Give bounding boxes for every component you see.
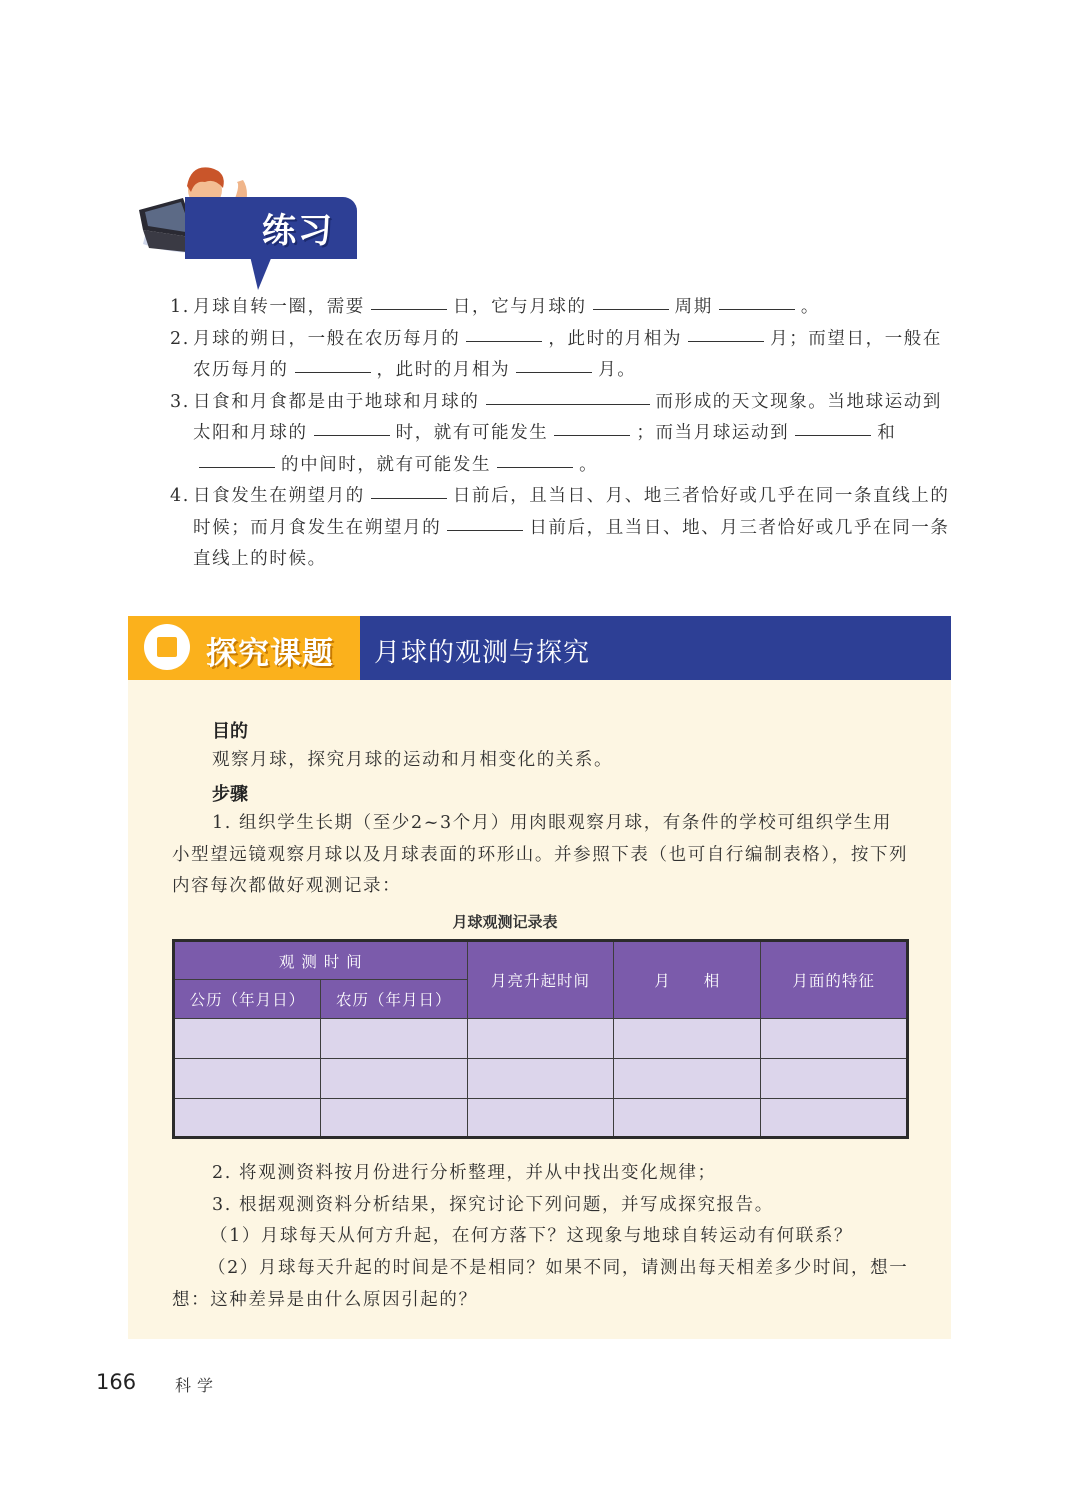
exercise-text: 日食和月食都是由于地球和月球的	[193, 391, 480, 412]
table-cell[interactable]	[320, 1099, 467, 1138]
table-cell[interactable]	[320, 1019, 467, 1059]
fill-in-blank[interactable]	[554, 421, 630, 436]
exercise-text: 日前后，且当日、月、地三者恰好或几乎在同一条直线上的时候；而月食发生在朔望月的	[193, 486, 950, 538]
table-cell[interactable]	[761, 1019, 908, 1059]
exercise-banner-pointer	[250, 256, 272, 290]
exercise-list	[170, 292, 952, 576]
table-row	[174, 1019, 908, 1059]
table-cell[interactable]	[174, 1059, 321, 1099]
fill-in-blank[interactable]	[719, 295, 795, 310]
exercise-text: 日前后，且当日、地、月三者恰好或几乎在同一条直线上的时候。	[193, 517, 950, 569]
page-number: 166	[96, 1370, 137, 1394]
steps-heading: 步骤	[212, 784, 248, 805]
exercise-text: 月球自转一圈，需要	[193, 297, 365, 317]
exercise-text: ，此时的月相为	[548, 328, 683, 349]
step-1-text: 1. 组织学生长期（至少2~3个月）用肉眼观察月球，有条件的学校可组织学生用小型望远镜观察月球以及月球表面的环形山。并参照下表（也可自行编制表格），按下列内容每次都做好观测记录：	[172, 813, 909, 896]
table-cell[interactable]	[614, 1099, 761, 1138]
exercise-text: ；而当月球运动到	[636, 423, 790, 443]
exercise-text: 日，它与月球的	[452, 297, 587, 317]
question-1-text: （1）月球每天从何方升起，在何方落下？这现象与地球自转运动有何联系？	[210, 1226, 854, 1246]
exercise-number: 4.	[170, 486, 190, 506]
table-cell[interactable]	[467, 1059, 614, 1099]
research-square-icon-inner	[157, 637, 177, 657]
table-header-observation-time: 观 测 时 间	[174, 941, 468, 980]
table-cell[interactable]	[614, 1059, 761, 1099]
fill-in-blank[interactable]	[447, 516, 523, 531]
exercise-text: 而形成的天文现象。当地球运动到太阳和月球的	[193, 391, 942, 443]
exercise-text: 周期	[674, 297, 713, 317]
question-2-text: （2）月球每天升起的时间是不是相同？如果不同，请测出每天相差多少时间，想一想：这种差异是由什么原因引起的？	[172, 1258, 909, 1310]
table-cell[interactable]	[320, 1059, 467, 1099]
exercise-text: 月球的朔日，一般在农历每月的	[193, 328, 461, 349]
exercise-text: ，此时的月相为	[376, 360, 511, 380]
fill-in-blank[interactable]	[314, 421, 390, 436]
research-label: 探究课题	[206, 636, 334, 672]
exercise-title: 练习	[262, 211, 334, 251]
fill-in-blank[interactable]	[593, 295, 669, 310]
exercise-text: 。	[800, 297, 820, 317]
table-header-lunar-date: 农历（年月日）	[320, 980, 467, 1019]
exercise-text: 月；而望日，一般在农历每月的	[193, 328, 943, 380]
purpose-heading: 目的	[212, 721, 248, 742]
table-header-moonrise-time: 月亮升起时间	[467, 941, 614, 1019]
exercise-text: 和	[877, 423, 897, 443]
table-cell[interactable]	[174, 1019, 321, 1059]
fill-in-blank[interactable]	[497, 453, 573, 468]
exercise-text: 日食发生在朔望月的	[193, 486, 365, 506]
exercise-item-4	[170, 481, 952, 576]
fill-in-blank[interactable]	[486, 390, 650, 405]
table-header-gregorian-date: 公历（年月日）	[174, 980, 321, 1019]
step-3-text: 3. 根据观测资料分析结果，探究讨论下列问题，并写成探究报告。	[212, 1195, 774, 1215]
fill-in-blank[interactable]	[199, 453, 275, 468]
exercise-item-2	[170, 324, 952, 387]
exercise-text: 的中间时，就有可能发生	[281, 454, 492, 475]
footer-subject: 科学	[175, 1376, 220, 1395]
table-cell[interactable]	[614, 1019, 761, 1059]
exercise-item-3	[170, 387, 952, 482]
exercise-text: 时，就有可能发生	[395, 423, 549, 443]
exercise-text: 月。	[598, 360, 637, 380]
table-cell[interactable]	[761, 1099, 908, 1138]
observation-record-table	[172, 939, 909, 1139]
fill-in-blank[interactable]	[371, 295, 447, 310]
fill-in-blank[interactable]	[371, 484, 447, 499]
table-row	[174, 1099, 908, 1138]
table-header-surface-features: 月面的特征	[761, 941, 908, 1019]
exercise-number: 1.	[170, 297, 190, 317]
table-caption: 月球观测记录表	[452, 913, 558, 931]
exercise-item-1	[170, 292, 952, 324]
purpose-text: 观察月球，探究月球的运动和月相变化的关系。	[212, 750, 614, 770]
table-cell[interactable]	[174, 1099, 321, 1138]
fill-in-blank[interactable]	[466, 327, 542, 342]
step-2-text: 2. 将观测资料按月份进行分析整理，并从中找出变化规律；	[212, 1163, 717, 1183]
table-cell[interactable]	[467, 1099, 614, 1138]
fill-in-blank[interactable]	[516, 358, 592, 373]
table-row	[174, 1059, 908, 1099]
exercise-number: 2.	[170, 328, 190, 349]
fill-in-blank[interactable]	[295, 358, 371, 373]
table-header-moon-phase: 月 相	[614, 941, 761, 1019]
exercise-number: 3.	[170, 391, 190, 412]
table-cell[interactable]	[467, 1019, 614, 1059]
research-title: 月球的观测与探究	[374, 638, 591, 668]
fill-in-blank[interactable]	[688, 327, 764, 342]
exercise-text: 。	[579, 454, 599, 475]
fill-in-blank[interactable]	[795, 421, 871, 436]
table-cell[interactable]	[761, 1059, 908, 1099]
